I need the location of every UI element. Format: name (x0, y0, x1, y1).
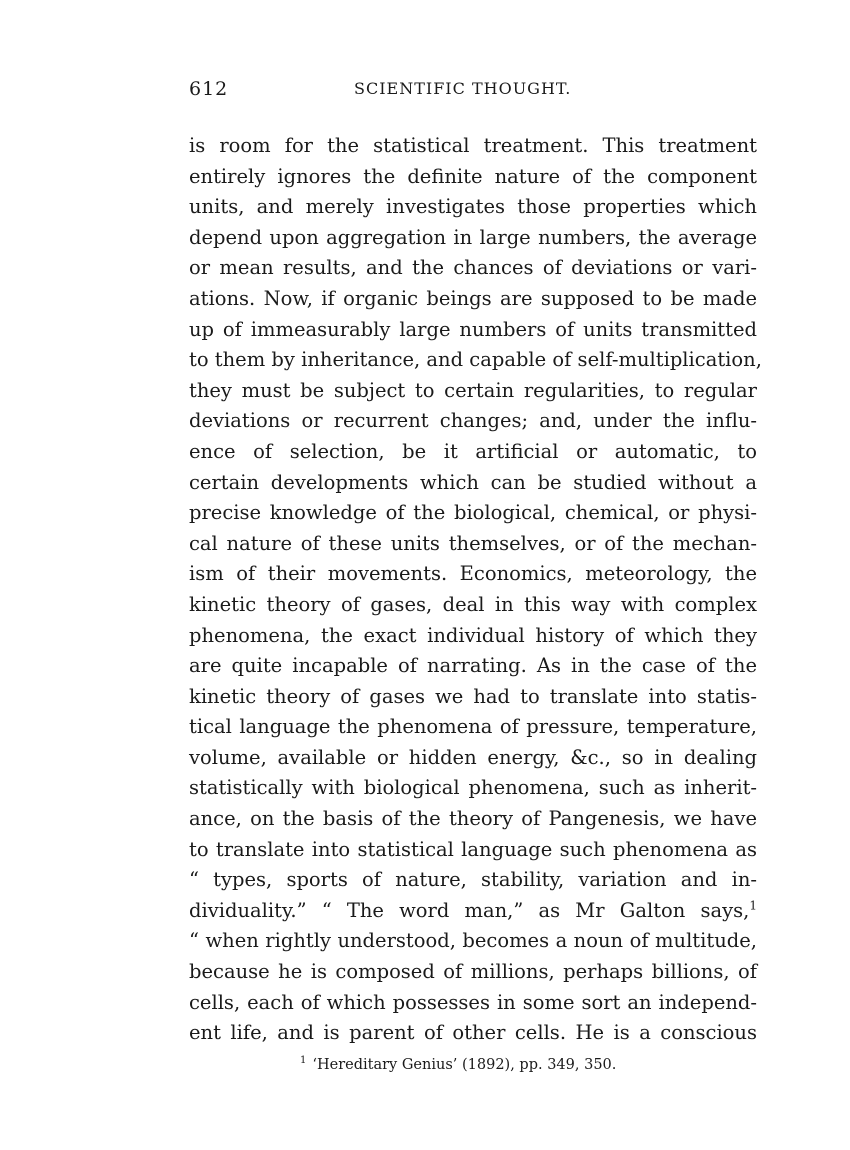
text-line: volume, available or hidden energy, &c., so in dealing (189, 745, 757, 769)
text-line-content: dividuality.” “ The word man,” as Mr Galton says, (189, 898, 750, 922)
text-line: statistically with biological phenomena, such as inherit- (189, 776, 757, 800)
text-line: “ types, sports of nature, stability, variation and in- (189, 868, 757, 892)
text-line: they must be subject to certain regularities, to regular (189, 378, 757, 402)
footnote-mark: 1 (300, 1055, 307, 1066)
text-line: cells, each of which possesses in some sort an independ- (189, 990, 757, 1014)
page-number: 612 (189, 78, 229, 100)
text-line: kinetic theory of gases we had to translate into statis- (189, 684, 757, 708)
running-title: SCIENTIFIC THOUGHT. (354, 79, 572, 98)
text-line: ism of their movements. Economics, meteorology, the (189, 562, 757, 586)
text-line: ance, on the basis of the theory of Pangenesis, we have (189, 807, 757, 831)
text-line: depend upon aggregation in large numbers, the average (189, 225, 757, 249)
text-line: “ when rightly understood, becomes a noun of multitude, (189, 929, 757, 953)
text-line: precise knowledge of the biological, chemical, or physi- (189, 501, 757, 525)
text-line: or mean results, and the chances of deviations or vari- (189, 256, 757, 280)
text-line: are quite incapable of narrating. As in the case of the (189, 654, 757, 678)
text-line: to them by inheritance, and capable of self-multiplication, (189, 348, 762, 372)
text-line: because he is composed of millions, perhaps billions, of (189, 960, 757, 984)
footnote-reference[interactable]: 1 (749, 898, 757, 913)
text-line: tical language the phenomena of pressure, temperature, (189, 715, 757, 739)
text-line: to translate into statistical language such phenomena as (189, 837, 757, 861)
text-line: up of immeasurably large numbers of units transmitted (189, 317, 757, 341)
page-header (189, 78, 757, 106)
text-line-with-footnote-ref (189, 896, 757, 927)
text-line: deviations or recurrent changes; and, under the influ- (189, 409, 757, 433)
text-line: units, and merely investigates those properties which (189, 195, 757, 219)
text-line: kinetic theory of gases, deal in this way with complex (189, 592, 757, 616)
text-line: entirely ignores the definite nature of the component (189, 164, 757, 188)
text-line: phenomena, the exact individual history of which they (189, 623, 757, 647)
text-line: cal nature of these units themselves, or of the mechan- (189, 531, 757, 555)
body-text (189, 131, 762, 1049)
text-line: certain developments which can be studied without a (189, 470, 757, 494)
text-line: ations. Now, if organic beings are supposed to be made (189, 286, 757, 310)
text-line: is room for the statistical treatment. This treatment (189, 134, 757, 157)
text-line: ent life, and is parent of other cells. He is a conscious (189, 1021, 757, 1045)
footnote-text: ‘Hereditary Genius’ (1892), pp. 349, 350. (312, 1056, 617, 1073)
footnote (300, 1055, 616, 1073)
text-line: ence of selection, be it artificial or automatic, to (189, 439, 757, 463)
